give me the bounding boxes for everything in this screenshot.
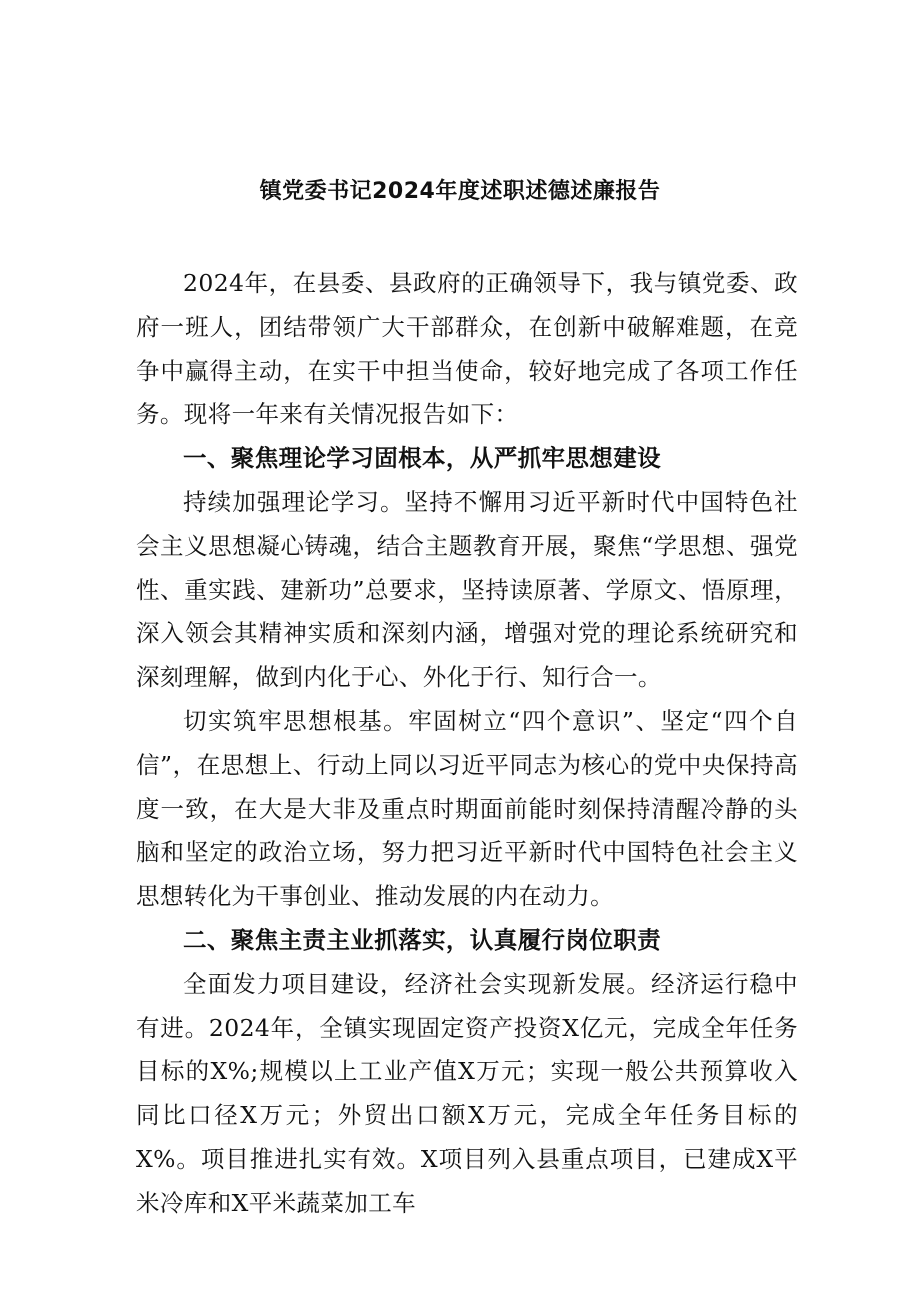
- document-body: [136, 262, 798, 1226]
- section-1-heading: 一、聚焦理论学习固根本，从严抓牢思想建设: [183, 444, 661, 473]
- section-2-heading: 二、聚焦主责主业抓落实，认真履行岗位职责: [183, 925, 661, 954]
- document-title: 镇党委书记2024年度述职述德述廉报告: [259, 179, 661, 204]
- section-1-paragraph: 切实筑牢思想根基。牢固树立“四个意识”、坚定“四个自信”，在思想上、行动上同以习近平同志为核心的党中央保持高度一致，在大是大非及重点时期面前能时刻保持清醒冷静的头脑和坚定的政治立场，努力把习近平新时代中国特色社会主义思想转化为干事创业、推动发展的内在动力。: [136, 706, 798, 911]
- section-1-paragraph: 持续加强理论学习。坚持不懈用习近平新时代中国特色社会主义思想凝心铸魂，结合主题教育开展，聚焦“学思想、强党性、重实践、建新功”总要求，坚持读原著、学原文、悟原理，深入领会其精神实质和深刻内涵，增强对党的理论系统研究和深刻理解，做到内化于心、外化于行、知行合一。: [136, 487, 798, 692]
- section-2-paragraph: 全面发力项目建设，经济社会实现新发展。经济运行稳中有进。2024年，全镇实现固定资产投资X亿元，完成全年任务目标的X%;规模以上工业产值X万元；实现一般公共预算收入同比口径X万元；外贸出口额X万元，完成全年任务目标的X%。项目推进扎实有效。X项目列入县重点项目，已建成X平米冷库和X平米蔬菜加工车: [136, 969, 798, 1217]
- intro-paragraph: 2024年，在县委、县政府的正确领导下，我与镇党委、政府一班人，团结带领广大干部群众，在创新中破解难题，在竞争中赢得主动，在实干中担当使命，较好地完成了各项工作任务。现将一年来有关情况报告如下：: [136, 269, 798, 429]
